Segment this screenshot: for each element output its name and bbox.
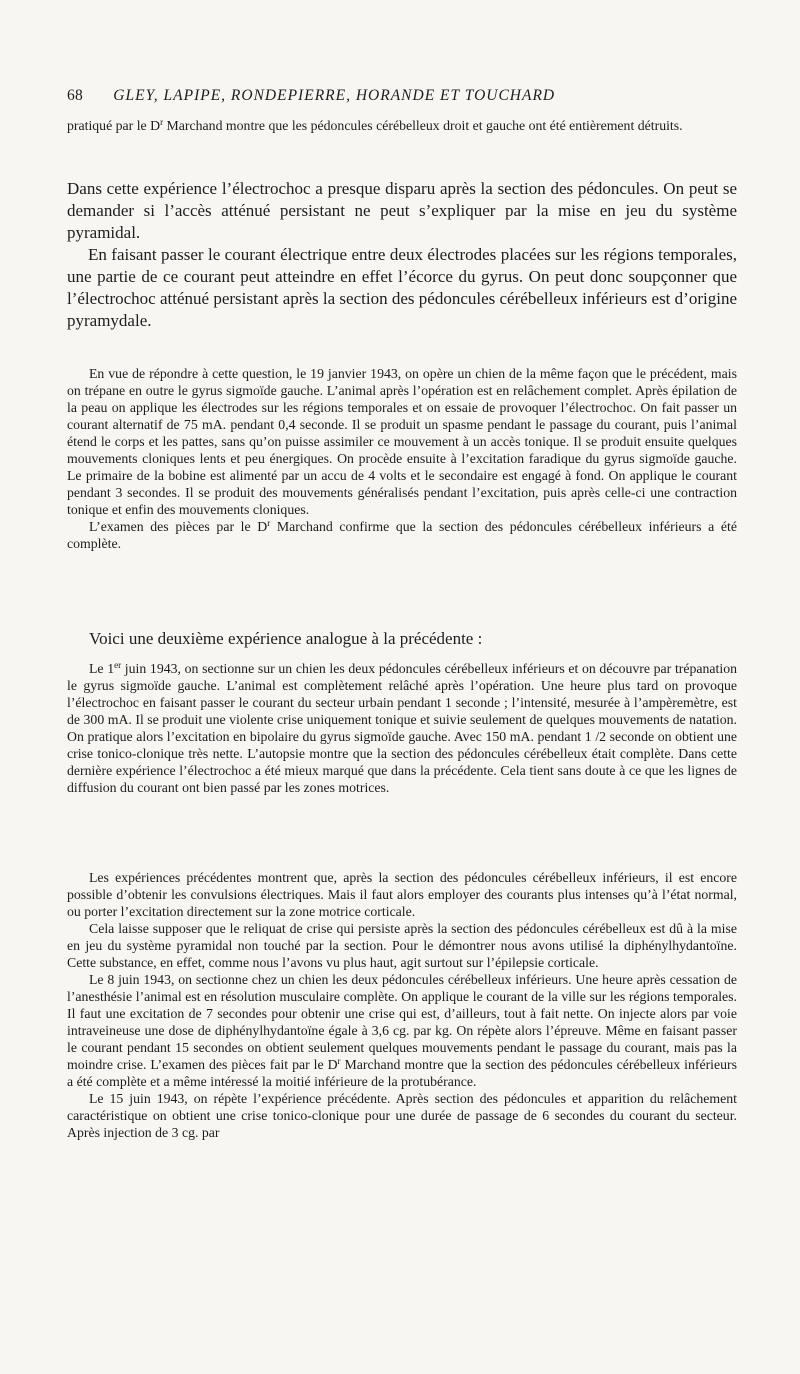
conclusion-paragraph: Les expériences précédentes montrent que, après la section des pédoncules cérébelleux inférieurs, il est encore possible d’obtenir les convulsions électriques. Mais il faut alors employer des courants plus intenses qu’à l’état normal, ou porter l’excitation directement sur la zone motrice corticale.: [67, 870, 737, 919]
experiment-paragraph: L’examen des pièces par le $D^r$ Marchand confirme que la section des pédoncules cérébelleux inférieurs a été complète.: [67, 518, 737, 551]
experiment-paragraph: Le 8 juin 1943, on sectionne chez un chien les deux pédoncules cérébelleux inférieurs. Une heure après cessation de l’anesthésie l’animal est en résolution musculaire complète. On applique le courant de la ville sur les régions temporales. Il faut une excitation de 7 secondes pour obtenir une crise qui est, d’ailleurs, tout à fait nette. On injecte alors par voie intraveineuse une dose de diphénylhydantoïne égale à 3,6 cg. par kg. On répète alors l’épreuve. Même en faisant passer le courant pendant 15 secondes on obtient seulement quelques mouvements pendant le passage du courant, mais pas la moindre crise. L’examen des pièces fait par le $D^r$ Marchand montre que la section des pédoncules cérébelleux inférieurs a été complète et a même intéressé la moitié inférieure de la protubérance.: [67, 972, 737, 1089]
discussion-paragraph: Dans cette expérience l’électrochoc a presque disparu après la section des pédoncules. On peut se demander si l’accès atténué persistant ne peut s’expliquer par la mise en jeu du système pyramidal.: [67, 179, 737, 242]
experiment-paragraph: Le 15 juin 1943, on répète l’expérience précédente. Après section des pédoncules et apparition du relâchement caractéristique on obtient une crise tonico-clonique pour une durée de passage de 6 secondes du courant du secteur. Après injection de 3 cg. par: [67, 1091, 737, 1140]
experiment-paragraph: En vue de répondre à cette question, le 19 janvier 1943, on opère un chien de la même façon que le précédent, mais on trépane en outre le gyrus sigmoïde gauche. L’animal après l’opération est en relâchement complet. Après épilation de la peau on applique les électrodes sur les régions temporales et on essaie de provoquer l’électrochoc. On fait passer un courant alternatif de 75 mA. pendant 0,4 seconde. Il se produit un spasme pendant le passage du courant, puis l’animal étend le corps et les pattes, sans qu’on puisse assimiler ce mouvement à un accès tonique. Il se produit ensuite quelques mouvements cloniques lents et peu énergiques. On procède ensuite à l’excitation faradique du gyrus sigmoïde gauche. Le primaire de la bobine est alimenté par un accu de 4 volts et le secondaire est engagé à fond. On applique le courant pendant 3 secondes. Il se produit des mouvements généralisés pendant l’excitation, puis après celle-ci une contraction tonique et enfin des mouvements cloniques.: [67, 366, 737, 517]
discussion-paragraph: En faisant passer le courant électrique entre deux électrodes placées sur les régions temporales, une partie de ce courant peut atteindre en effet l’écorce du gyrus. On peut donc soupçonner que l’électrochoc atténué persistant après la section des pédoncules cérébelleux inférieurs est d’origine pyramydale.: [67, 245, 737, 330]
conclusion-paragraph: Cela laisse supposer que le reliquat de crise qui persiste après la section des pédoncules cérébelleux est dû à la mise en jeu du système pyramidal non touché par la section. Pour le démontrer nous avons utilisé la diphénylhydantoïne. Cette substance, en effet, comme nous l’avons vu plus haut, agit surtout sur l’épilepsie corticale.: [67, 921, 737, 970]
running-head-authors: GLEY, LAPIPE, RONDEPIERRE, HORANDE ET TOUCHARD: [113, 87, 556, 104]
discussion-text: [67, 178, 737, 332]
experiment-1-text: [67, 365, 737, 552]
running-head: [67, 87, 747, 105]
conclusion-text: [67, 869, 737, 1141]
page-number: 68: [67, 87, 84, 104]
paragraph-continuation: pratiqué par le $D^r$ Marchand montre que les pédoncules cérébelleux droit et gauche ont été entièrement détruits.: [67, 117, 683, 133]
experiment-2-text: [67, 660, 737, 796]
section-heading: Voici une deuxième expérience analogue à la précédente :: [89, 629, 483, 648]
experiment-paragraph: Le 1er juin 1943, on sectionne sur un chien les deux pédoncules cérébelleux inférieurs et on découvre par trépanation le gyrus sigmoïde gauche. L’animal est complètement relâché après l’opération. Une heure plus tard on provoque l’électrochoc en faisant passer le courant du secteur urbain pendant 1 seconde ; l’intensité, mesurée à l’ampèremètre, est de 300 mA. Il se produit une violente crise uniquement tonique et suivie seulement de quelques mouvements de natation. On pratique alors l’excitation en bipolaire du gyrus sigmoïde gauche. Avec 150 mA. pendant 1 /2 seconde on obtient une crise tonico-clonique très nette. L’autopsie montre que la section des pédoncules cérébelleux était complète. Dans cette dernière expérience l’électrochoc a été mieux marqué que dans la précédente. Cela tient sans doute à ce que les lignes de diffusion du courant ont bien passé par les zones motrices.: [67, 660, 738, 795]
